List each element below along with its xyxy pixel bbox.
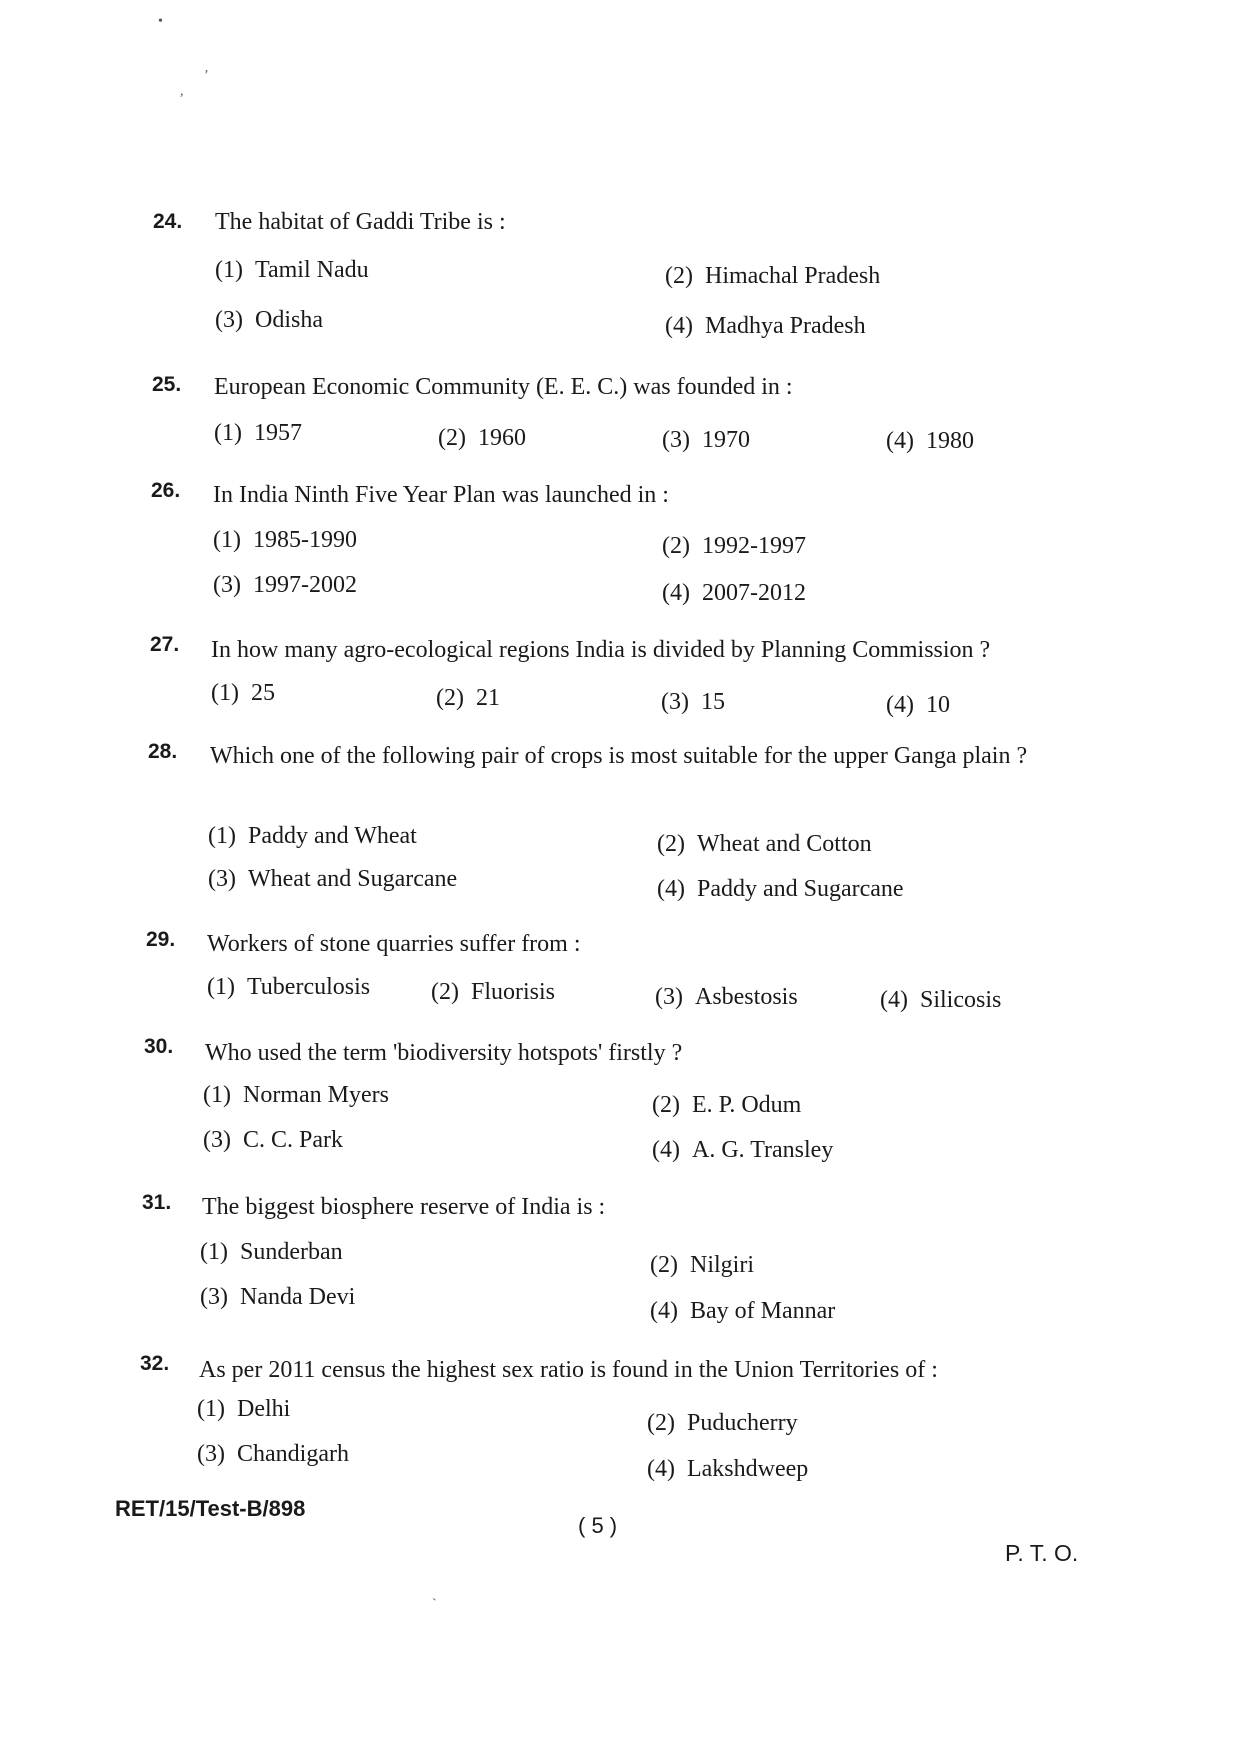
scan-mark: , [180, 84, 184, 99]
option-4 [662, 580, 806, 607]
option-text: A. G. Transley [691, 1137, 834, 1163]
option-number: (3) [208, 866, 236, 892]
option-2 [652, 1092, 801, 1119]
option-number: (3) [203, 1127, 231, 1153]
option-text: 1997-2002 [252, 572, 357, 598]
option-number: (1) [197, 1396, 225, 1422]
option-3 [213, 572, 357, 599]
option-1 [215, 257, 369, 284]
scan-mark: ˋ [432, 1597, 437, 1612]
option-number: (2) [652, 1092, 680, 1118]
option-number: (1) [214, 420, 242, 446]
option-1 [208, 823, 417, 850]
option-number: (2) [662, 533, 690, 559]
option-3 [661, 689, 725, 716]
option-number: (4) [647, 1456, 675, 1482]
option-number: (4) [886, 428, 914, 454]
option-number: (1) [208, 823, 236, 849]
option-number: (1) [200, 1239, 228, 1265]
option-text: 25 [250, 680, 275, 706]
option-number: (4) [650, 1298, 678, 1324]
question-number: 25. [152, 373, 182, 396]
option-3 [208, 866, 457, 893]
option-text: Chandigarh [236, 1441, 349, 1467]
question-number: 27. [150, 633, 180, 656]
page-number: ( 5 ) [578, 1513, 618, 1538]
option-number: (4) [652, 1137, 680, 1163]
option-1 [203, 1082, 389, 1109]
option-2 [438, 425, 526, 452]
option-text: 1980 [925, 428, 974, 454]
option-2 [436, 685, 500, 712]
option-text: Odisha [254, 307, 323, 333]
option-3 [215, 307, 323, 334]
option-number: (2) [650, 1252, 678, 1278]
option-4 [652, 1137, 833, 1164]
option-text: 1985-1990 [252, 527, 357, 553]
option-text: E. P. Odum [691, 1092, 802, 1118]
option-text: Norman Myers [242, 1082, 389, 1108]
question-text: In how many agro-ecological regions India is divided by Planning Commission ? [211, 637, 991, 663]
option-text: 1957 [253, 420, 302, 446]
option-text: Fluorisis [470, 979, 556, 1005]
option-4 [886, 692, 950, 719]
option-3 [200, 1284, 355, 1311]
option-text: Tuberculosis [246, 974, 371, 1000]
option-2 [647, 1410, 798, 1437]
option-number: (1) [211, 680, 239, 706]
option-text: Asbestosis [694, 984, 798, 1010]
option-number: (1) [215, 257, 243, 283]
option-text: Himachal Pradesh [704, 263, 881, 289]
question-text: Which one of the following pair of crops is most suitable for the upper Ganga plain ? [210, 743, 1028, 769]
option-number: (1) [207, 974, 235, 1000]
option-4 [650, 1298, 835, 1325]
option-text: Nanda Devi [239, 1284, 356, 1310]
option-2 [650, 1252, 754, 1279]
option-number: (4) [657, 876, 685, 902]
question-text: As per 2011 census the highest sex ratio is found in the Union Territories of : [199, 1357, 938, 1383]
option-3 [662, 427, 750, 454]
option-2 [657, 831, 872, 858]
option-text: 10 [925, 692, 950, 718]
please-turn-over: P. T. O. [1005, 1540, 1079, 1566]
option-number: (4) [886, 692, 914, 718]
question-text: The habitat of Gaddi Tribe is : [215, 209, 506, 235]
option-text: Delhi [236, 1396, 291, 1422]
option-text: 2007-2012 [701, 580, 806, 606]
question-number: 29. [146, 928, 176, 951]
option-text: Lakshdweep [686, 1456, 809, 1482]
question-number: 28. [148, 740, 178, 763]
question-text: The biggest biosphere reserve of India is : [202, 1194, 606, 1220]
question-text: Workers of stone quarries suffer from : [207, 931, 581, 957]
option-1 [213, 527, 357, 554]
option-text: 21 [475, 685, 500, 711]
option-1 [200, 1239, 343, 1266]
option-1 [211, 680, 275, 707]
option-number: (3) [662, 427, 690, 453]
option-1 [197, 1396, 290, 1423]
option-text: Bay of Mannar [689, 1298, 836, 1324]
question-text: In India Ninth Five Year Plan was launched in : [213, 482, 669, 508]
option-4 [880, 987, 1001, 1014]
option-text: Madhya Pradesh [704, 313, 866, 339]
option-text: 15 [700, 689, 725, 715]
option-number: (2) [436, 685, 464, 711]
option-2 [662, 533, 806, 560]
scan-mark: ʼ [204, 68, 209, 83]
option-number: (4) [665, 313, 693, 339]
option-number: (3) [200, 1284, 228, 1310]
option-number: (2) [665, 263, 693, 289]
option-text: Nilgiri [689, 1252, 754, 1278]
option-3 [197, 1441, 349, 1468]
option-2 [431, 979, 555, 1006]
option-3 [203, 1127, 343, 1154]
option-number: (2) [647, 1410, 675, 1436]
option-3 [655, 984, 798, 1011]
option-number: (4) [662, 580, 690, 606]
option-number: (2) [431, 979, 459, 1005]
question-text: Who used the term 'biodiversity hotspots' firstly ? [205, 1040, 683, 1066]
option-text: Paddy and Wheat [247, 823, 417, 849]
option-number: (3) [197, 1441, 225, 1467]
option-number: (3) [213, 572, 241, 598]
option-number: (1) [203, 1082, 231, 1108]
option-number: (3) [215, 307, 243, 333]
question-number: 31. [142, 1191, 172, 1214]
question-number: 26. [151, 479, 181, 502]
option-text: 1970 [701, 427, 750, 453]
option-text: 1960 [477, 425, 526, 451]
option-1 [207, 974, 370, 1001]
option-2 [665, 263, 880, 290]
option-text: Wheat and Sugarcane [247, 866, 458, 892]
option-number: (4) [880, 987, 908, 1013]
option-text: Silicosis [919, 987, 1002, 1013]
question-number: 32. [140, 1352, 170, 1375]
option-text: Wheat and Cotton [696, 831, 872, 857]
option-text: Paddy and Sugarcane [696, 876, 904, 902]
option-1 [214, 420, 302, 447]
option-text: Puducherry [686, 1410, 798, 1436]
option-4 [665, 313, 866, 340]
option-text: Tamil Nadu [254, 257, 369, 283]
question-number: 24. [153, 210, 183, 233]
option-number: (1) [213, 527, 241, 553]
question-text: European Economic Community (E. E. C.) was founded in : [214, 374, 793, 400]
option-number: (2) [657, 831, 685, 857]
option-4 [647, 1456, 808, 1483]
option-number: (3) [655, 984, 683, 1010]
option-text: C. C. Park [242, 1127, 343, 1153]
option-4 [886, 428, 974, 455]
scan-mark: • [158, 14, 163, 29]
question-number: 30. [144, 1035, 174, 1058]
option-text: 1992-1997 [701, 533, 806, 559]
option-number: (2) [438, 425, 466, 451]
option-text: Sunderban [239, 1239, 343, 1265]
option-number: (3) [661, 689, 689, 715]
option-4 [657, 876, 904, 903]
paper-code: RET/15/Test-B/898 [115, 1496, 306, 1521]
